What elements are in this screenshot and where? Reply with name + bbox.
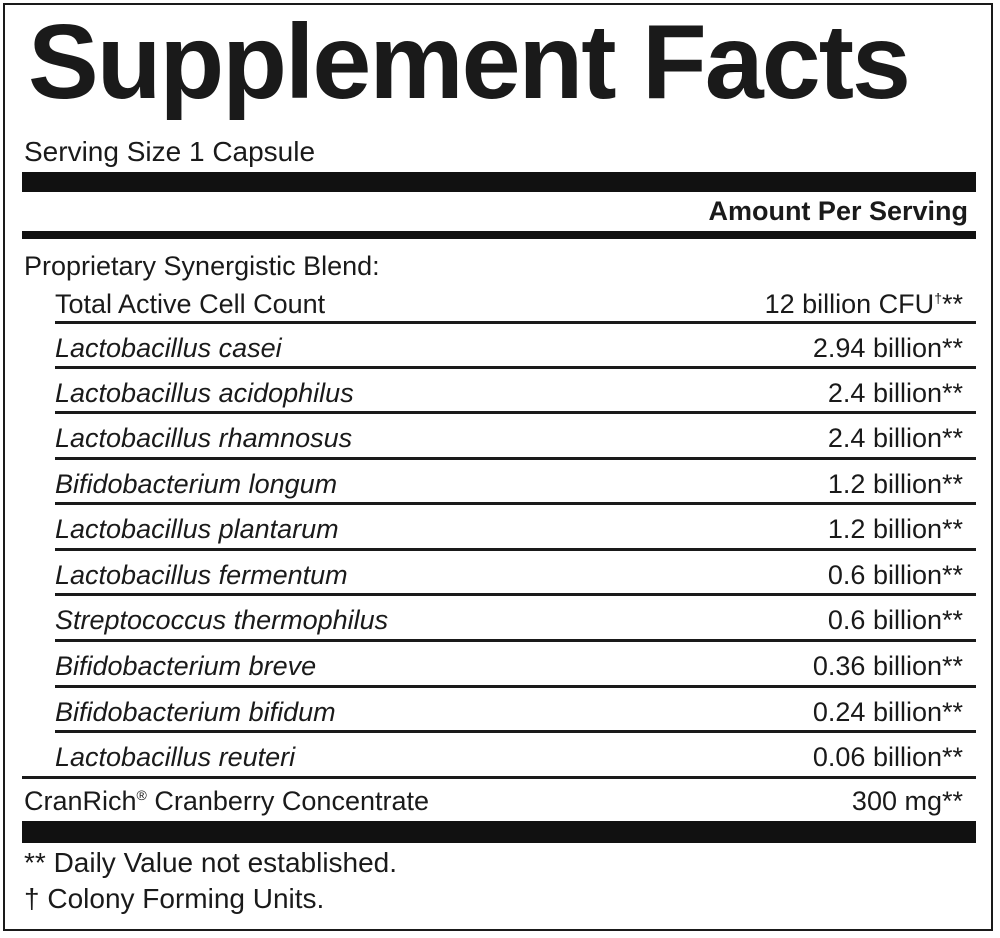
ingredient-amount: 1.2 billion** <box>827 514 963 544</box>
amount-per-serving-header: Amount Per Serving <box>708 196 968 226</box>
ingredient-name: Lactobacillus acidophilus <box>55 378 354 408</box>
ingredient-amount: 300 mg** <box>851 786 963 816</box>
ingredient-row <box>55 458 963 502</box>
ingredient-row <box>55 640 963 684</box>
ingredient-amount: 2.4 billion** <box>827 423 963 453</box>
ingredient-row <box>55 503 963 547</box>
footnote-cfu: † Colony Forming Units. <box>24 883 325 914</box>
blend-label: Proprietary Synergistic Blend: <box>24 251 380 281</box>
ingredient-row <box>55 594 963 638</box>
ingredient-amount: 0.6 billion** <box>827 605 963 635</box>
ingredient-name: Bifidobacterium breve <box>55 651 317 681</box>
ingredient-name: Total Active Cell Count <box>55 289 326 319</box>
ingredient-name: Lactobacillus plantarum <box>55 514 339 544</box>
ingredient-name: CranRich® Cranberry Concentrate <box>24 786 430 816</box>
ingredient-amount: 12 billion CFU†** <box>764 289 963 319</box>
ingredient-amount: 0.36 billion** <box>812 651 963 681</box>
panel-title: Supplement Facts <box>28 3 909 121</box>
footnote-daily-value: ** Daily Value not established. <box>24 847 398 878</box>
ingredient-amount: 2.94 billion** <box>812 333 963 363</box>
ingredient-name: Streptococcus thermophilus <box>55 605 389 635</box>
ingredient-row <box>55 686 963 730</box>
ingredient-row <box>55 549 963 593</box>
ingredient-name: Lactobacillus reuteri <box>55 742 296 772</box>
thick-divider <box>22 821 976 843</box>
ingredient-name: Bifidobacterium bifidum <box>55 697 336 727</box>
ingredient-row <box>55 367 963 411</box>
serving-size: Serving Size 1 Capsule <box>24 136 316 167</box>
ingredient-name: Lactobacillus casei <box>55 333 282 363</box>
ingredient-amount: 0.06 billion** <box>812 742 963 772</box>
ingredient-amount: 2.4 billion** <box>827 378 963 408</box>
ingredient-row <box>55 731 963 775</box>
ingredient-name: Lactobacillus fermentum <box>55 560 348 590</box>
thick-divider <box>22 172 976 192</box>
ingredient-amount: 0.6 billion** <box>827 560 963 590</box>
medium-divider <box>22 231 976 239</box>
ingredient-amount: 0.24 billion** <box>812 697 963 727</box>
ingredient-name: Lactobacillus rhamnosus <box>55 423 353 453</box>
ingredient-row <box>55 322 963 366</box>
ingredient-row <box>55 412 963 456</box>
ingredient-name: Bifidobacterium longum <box>55 469 338 499</box>
ingredient-amount: 1.2 billion** <box>827 469 963 499</box>
cranrich-row <box>24 779 963 819</box>
total-cell-count-row <box>55 278 963 322</box>
